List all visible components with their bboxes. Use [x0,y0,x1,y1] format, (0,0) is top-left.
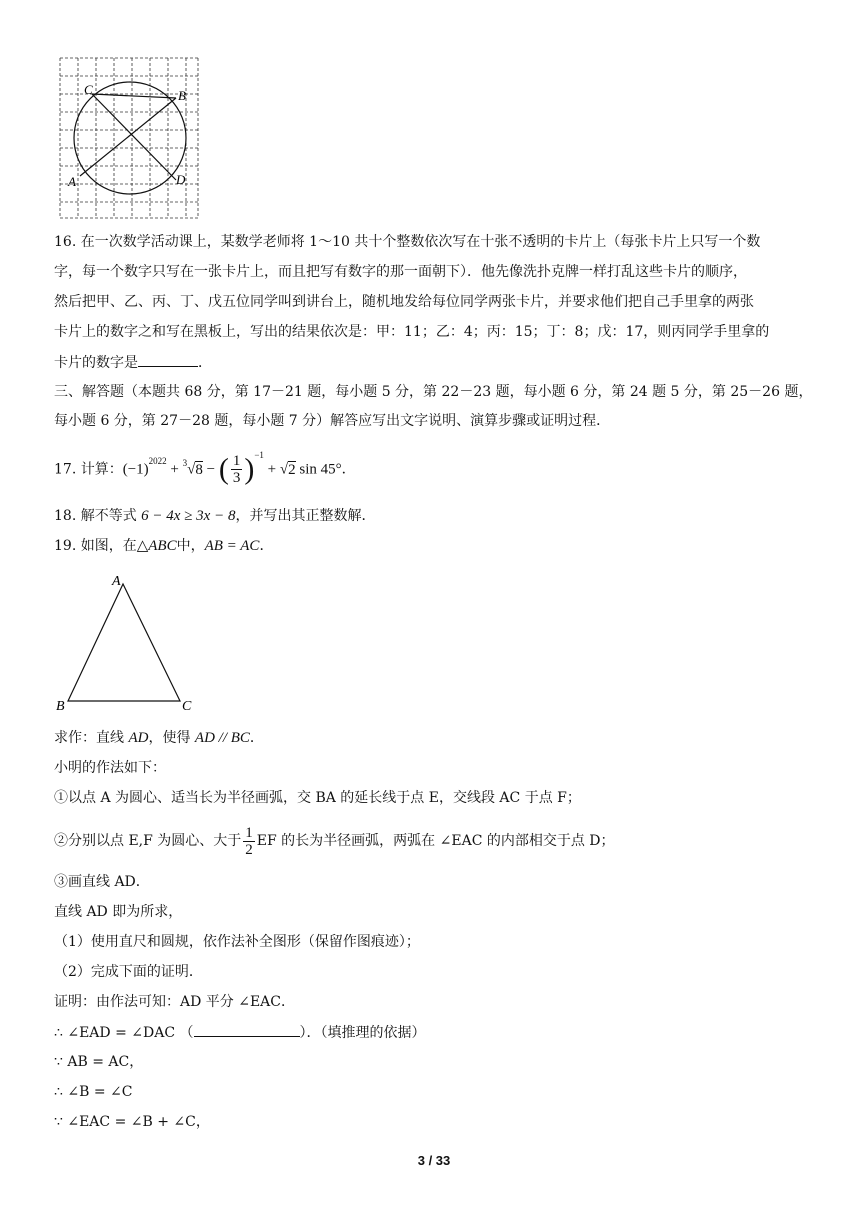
q19-proof1: 证明：由作法可知：AD 平分 ∠EAC． [54,994,296,1010]
q16-line5-post: ． [198,355,212,371]
q19-task-end: ． [249,730,264,746]
section3-line2: 每小题 6 分，第 27－28 题，每小题 7 分）解答应写出文字说明、演算步骤或证明过程． [54,413,611,429]
q17-plus1: + [166,461,183,478]
triangle-figure [54,568,204,718]
q19-task-mid: ，使得 [148,730,195,746]
q16-line5 [54,352,212,373]
q19-intro-end: ． [259,538,274,554]
q19-task [54,728,264,748]
q19-task-pre: 求作：直线 [54,730,129,746]
q16-line1: 16. 在一次数学活动课上，某数学老师将 1～10 共十个整数依次写在十张不透明的卡片上（每张卡片上只写一个数 [54,234,761,250]
circle-grid-figure [58,56,200,220]
q16-line3: 然后把甲、乙、丙、丁、戊五位同学叫到讲台上，随机地发给每位同学两张卡片，并要求他们把自己手里拿的两张 [54,294,754,310]
q19-step2-frac-num: 1 [245,824,253,841]
q19-part2: （2）完成下面的证明． [54,964,203,980]
tri-label-c: C [182,699,192,714]
q19-proof2 [54,1022,426,1043]
tri-label-a: A [112,574,121,589]
q17 [54,447,356,488]
left-paren-icon: ( [218,452,229,486]
q17-exp1: 2022 [148,456,167,466]
q19-step2-frac-den: 2 [245,841,253,858]
q17-frac-den: 3 [232,470,241,487]
sqrt-icon: √ [187,461,196,478]
q19-step3: ③画直线 AD． [54,874,150,890]
answer-blank [138,352,198,367]
q19-proof5: ∵ ∠EAC = ∠B + ∠C， [54,1114,210,1130]
proof-blank [194,1022,300,1037]
q19-step2-post: EF 的长为半径画弧，两弧在 ∠EAC 的内部相交于点 D； [256,833,615,849]
q19-intro-mid: 中， [176,538,205,554]
q19-intro [54,536,273,556]
right-paren-icon: ) [244,452,255,486]
sqrt2-icon: √ [279,461,289,478]
q19-method: 小明的作法如下： [54,760,166,776]
q19-part1: （1）使用直尺和圆规，依作法补全图形（保留作图痕迹）； [54,934,420,950]
label-d: D [176,172,186,187]
label-b: B [178,88,186,103]
q16-line4: 卡片上的数字之和写在黑板上，写出的结果依次是：甲：11；乙：4；丙：15；丁：8；戊：17，则丙同学手里拿的 [54,324,770,340]
q18-post: ，并写出其正整数解． [235,508,376,524]
section3-line1: 三、解答题（本题共 68 分，第 17－21 题，每小题 5 分，第 22－23 题，每小题 6 分，第 24 题 5 分，第 25－26 题， [54,384,813,400]
q19-task-par: AD // BC [194,730,250,746]
q19-step2-pre: ②分别以点 E,F 为圆心、大于 [54,833,242,849]
q16-line5-pre: 卡片的数字是 [54,355,138,371]
q19-proof4: ∴ ∠B = ∠C [54,1084,133,1100]
q17-cube-index: 3 [182,458,188,468]
label-a: A [68,174,76,189]
q18-pre: 18. 解不等式 [54,508,142,524]
q19-proof2-pre: ∴ ∠EAD = ∠DAC （ [54,1025,194,1041]
q18 [54,506,375,526]
q19-step2-fraction [243,825,255,858]
q19-proof3: ∵ AB = AC， [54,1054,144,1070]
q17-base: (−1) [122,461,149,478]
q17-exp2: −1 [254,450,264,460]
q19-eq: AB = AC [204,538,260,554]
q17-minus: − [202,461,219,478]
q19-task-ad: AD [128,730,149,746]
q17-prefix: 17. 计算： [54,461,123,478]
tri-label-b: B [56,699,65,714]
q17-radicand2: 2 [288,461,296,478]
q17-frac-num: 1 [232,453,241,470]
q19-step2 [54,822,615,860]
q17-fraction [231,453,243,486]
q19-result: 直线 AD 即为所求， [54,904,183,920]
q17-plus2: + [263,461,280,478]
q19-tri: △ABC [136,538,177,554]
circle [74,82,186,194]
q18-expr: 6 − 4x ≥ 3x − 8 [141,508,236,524]
q17-end: ． [341,461,356,478]
q17-trig: sin 45° [295,461,342,478]
page-number: 3 / 33 [417,1153,451,1168]
q17-radicand1: 8 [195,461,203,478]
q16-line2: 字，每一个数字只写在一张卡片上，而且把写有数字的那一面朝下）．他先像洗扑克牌一样打乱这些卡片的顺序， [54,264,747,280]
label-c: C [84,82,93,97]
q19-intro-pre: 19. 如图，在 [54,538,137,554]
q19-step1: ①以点 A 为圆心、适当长为半径画弧，交 BA 的延长线于点 E，交线段 AC 于点 F； [54,790,581,806]
q19-proof2-post: ）．（填推理的依据） [299,1025,426,1041]
